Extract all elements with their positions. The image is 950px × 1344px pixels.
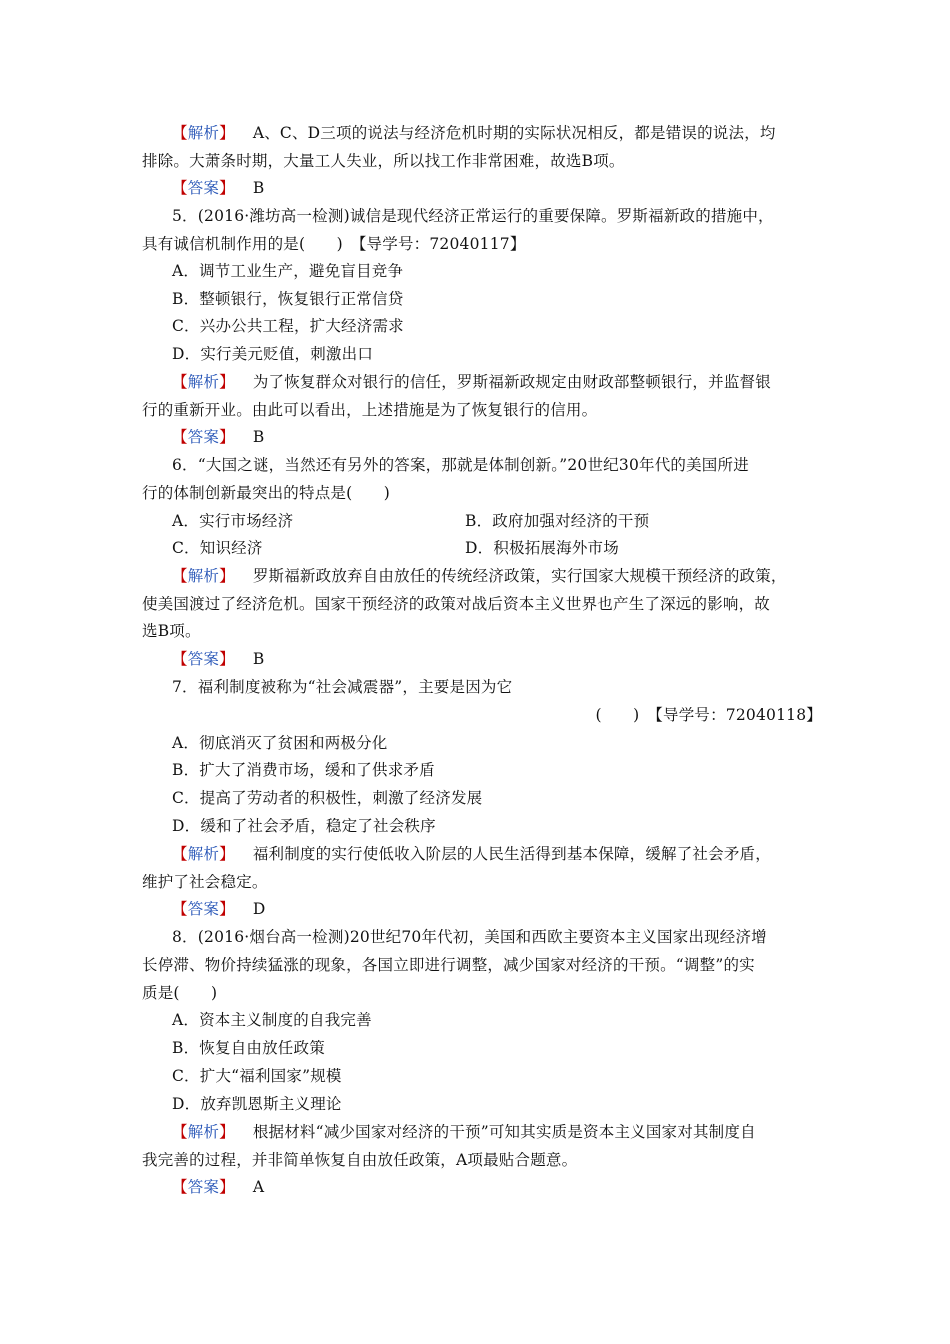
q8-analysis-line-1 [172,1119,852,1145]
tag-close-bracket: 】 [219,845,235,863]
q5-option-a: A．调节工业生产，避免盲目竞争 [172,262,404,280]
tag-open-bracket: 【 [172,900,188,918]
q4-analysis-line-2: 排除。大萧条时期，大量工人失业，所以找工作非常困难，故选B项。 [142,152,625,170]
tag-open-bracket: 【 [172,650,188,668]
q6-analysis-line-2: 使美国渡过了经济危机。国家干预经济的政策对战后资本主义世界也产生了深远的影响，故 [142,595,771,613]
q8-option-a: A．资本主义制度的自我完善 [172,1011,372,1029]
q4-answer-value: B [252,179,265,197]
q5-option-c: C．兴办公共工程，扩大经济需求 [172,317,404,335]
q6-answer [172,646,852,672]
q8-analysis-line-2: 我完善的过程，并非简单恢复自由放任政策，A项最贴合题意。 [142,1151,578,1169]
tag-close-bracket: 】 [219,1123,235,1141]
tag-open-bracket: 【 [172,179,188,197]
tag-open-bracket: 【 [172,1123,188,1141]
q8-stem-line-2: 长停滞、物价持续猛涨的现象，各国立即进行调整，减少国家对经济的干预。“调整”的实 [142,956,755,974]
q6-option-c: C．知识经济 [172,539,263,557]
q5-answer [172,424,852,450]
q6-option-a: A．实行市场经济 [172,512,294,530]
q6-analysis-line-1 [172,563,852,589]
q6-option-d: D．积极拓展海外市场 [465,539,619,557]
answer-label: 答案 [187,428,220,446]
q8-stem-line-3: 质是( ) [142,984,218,1002]
tag-open-bracket: 【 [172,567,188,585]
q7-analysis-line-1 [172,841,852,867]
q5-analysis-line-1 [172,369,852,395]
q5-option-d: D．实行美元贬值，刺激出口 [172,345,374,363]
tag-close-bracket: 】 [219,428,235,446]
answer-label: 答案 [187,179,220,197]
q4-analysis-text-1: A、C、D三项的说法与经济危机时期的实际状况相反，都是错误的说法，均 [252,124,776,142]
q8-option-b: B．恢复自由放任政策 [172,1039,325,1057]
q4-analysis-line-1 [172,120,852,146]
tag-close-bracket: 】 [219,124,235,142]
q6-analysis-text-1: 罗斯福新政放弃自由放任的传统经济政策，实行国家大规模干预经济的政策， [252,567,787,585]
q5-answer-value: B [252,428,265,446]
analysis-label: 解析 [187,124,220,142]
answer-label: 答案 [187,650,220,668]
tag-close-bracket: 】 [219,650,235,668]
tag-open-bracket: 【 [172,124,188,142]
analysis-label: 解析 [187,373,220,391]
q7-option-a: A．彻底消灭了贫困和两极分化 [172,734,388,752]
tag-open-bracket: 【 [172,373,188,391]
q8-option-c: C．扩大“福利国家”规模 [172,1067,342,1085]
q7-option-c: C．提高了劳动者的积极性，刺激了经济发展 [172,789,483,807]
q8-stem-line-1: 8．(2016·烟台高一检测)20世纪70年代初，美国和西欧主要资本主义国家出现经济增 [172,928,767,946]
q7-option-b: B．扩大了消费市场，缓和了供求矛盾 [172,761,435,779]
q7-analysis-line-2: 维护了社会稳定。 [142,873,268,891]
q7-stem-line-2: ( ) 【导学号：72040118】 [595,706,822,724]
tag-open-bracket: 【 [172,428,188,446]
tag-open-bracket: 【 [172,1178,188,1196]
q7-option-d: D．缓和了社会矛盾，稳定了社会秩序 [172,817,436,835]
answer-label: 答案 [187,1178,220,1196]
q8-option-d: D．放弃凯恩斯主义理论 [172,1095,342,1113]
q5-analysis-text-1: 为了恢复群众对银行的信任，罗斯福新政规定由财政部整顿银行，并监督银 [252,373,771,391]
analysis-label: 解析 [187,845,220,863]
answer-label: 答案 [187,900,220,918]
q7-analysis-text-1: 福利制度的实行使低收入阶层的人民生活得到基本保障，缓解了社会矛盾， [252,845,771,863]
q6-answer-value: B [252,650,265,668]
q5-option-b: B．整顿银行，恢复银行正常信贷 [172,290,404,308]
tag-close-bracket: 】 [219,567,235,585]
q4-answer [172,175,852,201]
tag-close-bracket: 】 [219,179,235,197]
q6-analysis-line-3: 选B项。 [142,622,201,640]
q8-answer [172,1174,852,1200]
analysis-label: 解析 [187,1123,220,1141]
q8-answer-value: A [252,1178,265,1196]
q7-answer [172,896,852,922]
q5-stem-line-2: 具有诚信机制作用的是( ) 【导学号：72040117】 [142,235,526,253]
q5-analysis-line-2: 行的重新开业。由此可以看出，上述措施是为了恢复银行的信用。 [142,401,598,419]
tag-close-bracket: 】 [219,373,235,391]
tag-close-bracket: 】 [219,900,235,918]
analysis-label: 解析 [187,567,220,585]
q6-stem-line-2: 行的体制创新最突出的特点是( ) [142,484,390,502]
tag-close-bracket: 】 [219,1178,235,1196]
q7-stem-line-1: 7．福利制度被称为“社会减震器”，主要是因为它 [172,678,513,696]
q7-answer-value: D [252,900,266,918]
q6-option-b: B．政府加强对经济的干预 [465,512,650,530]
q6-stem-line-1: 6．“大国之谜，当然还有另外的答案，那就是体制创新。”20世纪30年代的美国所进 [172,456,749,474]
tag-open-bracket: 【 [172,845,188,863]
q8-analysis-text-1: 根据材料“减少国家对经济的干预”可知其实质是资本主义国家对其制度自 [252,1123,756,1141]
q5-stem-line-1: 5．(2016·潍坊高一检测)诚信是现代经济正常运行的重要保障。罗斯福新政的措施中， [172,207,774,225]
